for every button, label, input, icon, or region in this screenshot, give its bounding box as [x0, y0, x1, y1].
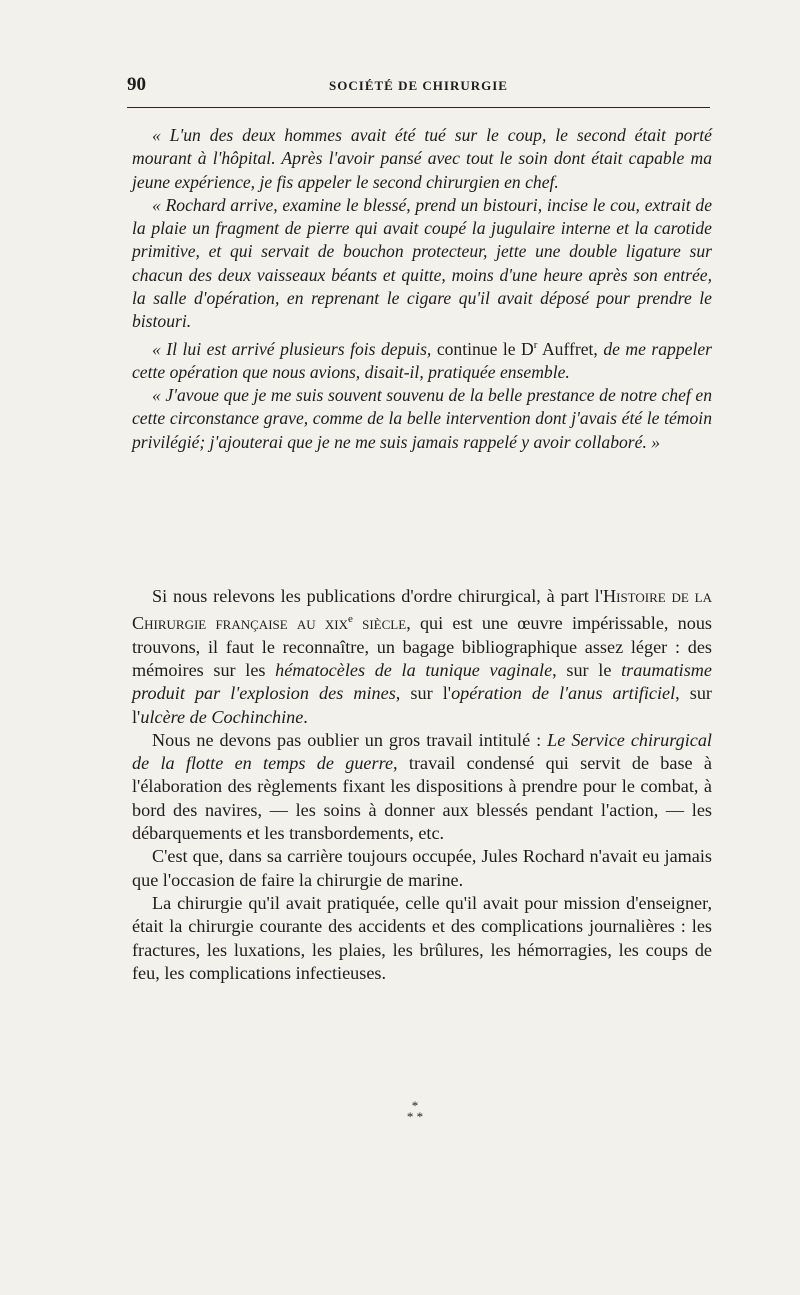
quote-text: de me rappeler cette opération que nous avions, disait-il, pratiquée ensemble. — [132, 338, 712, 382]
text-run: , qui est une œuvre impérissable, nous trouvons, il faut le reconnaître, un bagage bibliographique assez léger : des mémoires sur les — [132, 613, 713, 680]
body-paragraph: La chirurgie qu'il avait pratiquée, celle qu'il avait pour mission d'enseigner, était la chirurgie courante des accidents et des complications journalières : les fractures, les luxations, les plaies, les brûlures, les hémorragies, les coups de feu, les complications infectieuses. — [132, 892, 712, 983]
quote-interjection: Auffret, — [537, 338, 604, 359]
body-paragraph: C'est que, dans sa carrière toujours occupée, Jules Rochard n'avait eu jamais que l'occasion de faire la chirurgie de marine. — [132, 846, 712, 890]
quote-paragraph: « L'un des deux hommes avait été tué sur le coup, le second était porté mourant à l'hôpital. Après l'avoir pansé avec tout le soin dont était capable ma jeune expérience, je fis appeler le second chirurgien en chef. — [132, 125, 712, 192]
quote-paragraph: « J'avoue que je me suis souvent souvenu de la belle prestance de notre chef en cette circonstance grave, comme de la belle intervention dont j'avais été le témoin privilégié; j'ajouterai que je ne me suis jamais rappelé y avoir collaboré. » — [132, 385, 712, 452]
quote-paragraph — [132, 334, 712, 384]
page-number: 90 — [127, 74, 146, 95]
quote-text: « Il lui est arrivé plusieurs fois depuis, — [152, 338, 437, 359]
publication-title: opération de l'anus artificiel — [451, 683, 676, 704]
publication-title: ulcère de Cochinchine — [140, 706, 304, 727]
body-paragraph — [132, 729, 712, 845]
quote-paragraph: « Rochard arrive, examine le blessé, prend un bistouri, incise le cou, extrait de la plaie un fragment de pierre qui avait coupé la jugulaire interne et la carotide primitive, et qui servait de bouchon protecteur, jette une double ligature sur chacun des deux vaisseaux béants et quitte, moins d'une heure après son entrée, la salle d'opération, en reprenant le cigare qu'il avait déposé pour prendre le bistouri. — [132, 194, 712, 332]
main-text — [132, 585, 712, 985]
asterism-bottom: * * — [406, 1109, 424, 1124]
quoted-testimony — [132, 124, 712, 454]
publication-title: traumatisme produit par l'explosion des mines — [132, 659, 712, 704]
text-run: . — [303, 706, 308, 727]
text-run: , sur l' — [132, 683, 712, 727]
publication-title: hématocèles de la tunique vaginale — [275, 659, 553, 680]
book-title: Histoire de la Chirurgie française au xix — [132, 586, 712, 634]
book-title: siècle — [352, 613, 407, 634]
body-paragraph — [132, 585, 712, 729]
text-run: , travail condensé qui servit de base à l'élaboration des règlements fixant les dispositions à prendre pour le combat, à bord des navires, — les soins à donner aux blessés pendant l'action, — les débarquements et les transbordements, etc. — [132, 753, 712, 844]
text-run: , sur l' — [395, 683, 452, 704]
text-run: Si nous relevons les publications d'ordre chirurgical, à part l' — [152, 586, 603, 606]
superscript: r — [533, 338, 538, 351]
text-run: Nous ne devons pas oublier un gros travail intitulé : — [152, 729, 548, 750]
asterism-top: * — [411, 1098, 419, 1113]
text-run: , sur le — [552, 659, 622, 680]
running-title: SOCIÉTÉ DE CHIRURGIE — [329, 78, 508, 93]
superscript: e — [348, 613, 353, 626]
asterism-divider — [395, 1100, 435, 1122]
header-rule — [127, 107, 710, 108]
quote-interjection: continue le D — [436, 338, 534, 359]
publication-title: Le Service chirurgical de la flotte en temps de guerre — [132, 729, 712, 774]
page-header — [127, 72, 710, 102]
